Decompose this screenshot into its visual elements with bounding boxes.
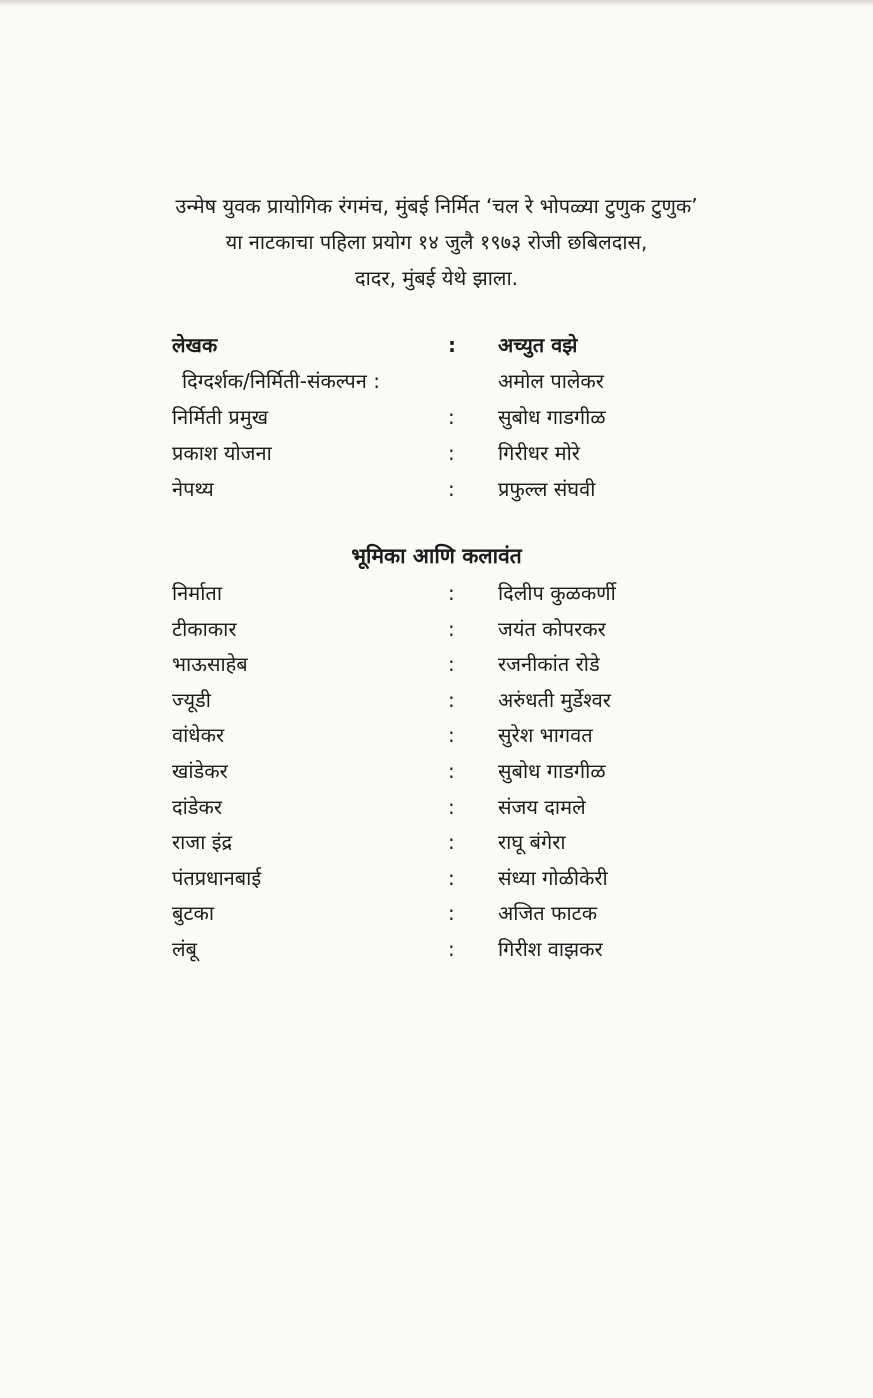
credit-row-set-design (172, 471, 692, 507)
credit-role: लेखक (172, 333, 218, 357)
credit-role: प्रकाश योजना (172, 441, 272, 465)
cast-separator: : (448, 581, 455, 605)
cast-row (172, 683, 692, 719)
credit-role: निर्मिती प्रमुख (172, 405, 269, 429)
cast-separator: : (448, 865, 455, 890)
cast-separator: : (448, 687, 455, 712)
cast-row (172, 754, 692, 790)
cast-actor: अजित फाटक (498, 901, 598, 926)
credit-role: नेपथ्य (172, 477, 214, 501)
credit-name: अच्युत वझे (498, 333, 578, 357)
cast-actor: रजनीकांत रोडे (498, 652, 600, 677)
credit-name: गिरीधर मोरे (498, 441, 580, 465)
production-credits (172, 327, 692, 507)
credit-row-writer (172, 327, 692, 363)
cast-role: राजा इंद्र (172, 830, 233, 855)
cast-row (172, 932, 692, 968)
credit-separator: : (448, 405, 455, 429)
cast-row (172, 825, 692, 861)
credit-name: अमोल पालेकर (498, 369, 604, 393)
cast-actor: दिलीप कुळकर्णी (498, 581, 616, 605)
cast-separator: : (448, 616, 455, 641)
cast-actor: अरुंधती मुर्डेश्वर (498, 687, 611, 712)
cast-row (172, 576, 692, 612)
credit-name: सुबोध गाडगीळ (498, 405, 606, 429)
page-edge (0, 0, 873, 6)
cast-role: वांधेकर (172, 723, 225, 748)
cast-role: भाऊसाहेब (172, 652, 248, 677)
cast-separator: : (448, 794, 455, 819)
cast-role: बुटका (172, 901, 215, 926)
credit-separator: : (448, 477, 455, 501)
intro-line: उन्मेष युवक प्रायोगिक रंगमंच, मुंबई निर्मित ‘चल रे भोपळ्या टुणुक टुणुक’ (175, 194, 698, 218)
cast-role: पंतप्रधानबाई (172, 865, 262, 890)
cast-actor: संजय दामले (498, 794, 586, 819)
credit-separator: : (448, 333, 456, 357)
cast-role: खांडेकर (172, 758, 228, 783)
cast-actor: संध्या गोळीकेरी (498, 865, 608, 890)
credit-role: दिग्दर्शक/निर्मिती-संकल्पन : (182, 369, 380, 393)
cast-role: दांडेकर (172, 794, 223, 819)
cast-row (172, 861, 692, 897)
intro-line: दादर, मुंबई येथे झाला. (354, 266, 518, 290)
cast-separator: : (448, 830, 455, 855)
cast-actor: सुबोध गाडगीळ (498, 758, 606, 783)
cast-row (172, 896, 692, 932)
credit-row-production-head (172, 399, 692, 435)
cast-separator: : (448, 723, 455, 748)
cast-separator: : (448, 936, 455, 961)
cast-separator: : (448, 758, 455, 783)
cast-row (172, 718, 692, 754)
cast-separator: : (448, 901, 455, 926)
cast-separator: : (448, 652, 455, 677)
cast-actor: जयंत कोपरकर (498, 616, 606, 641)
cast-role: टीकाकार (172, 616, 237, 641)
intro-line: या नाटकाचा पहिला प्रयोग १४ जुलै १९७३ रोजी छबिलदास, (225, 230, 648, 254)
cast-role: लंबू (172, 936, 197, 961)
cast-actor: राघू बंगेरा (498, 830, 566, 855)
cast-heading: भूमिका आणि कलावंत (351, 544, 522, 568)
credit-row-lighting (172, 435, 692, 471)
credit-row-director (172, 363, 692, 399)
intro-paragraph (60, 188, 813, 296)
cast-role: निर्माता (172, 581, 222, 605)
cast-row (172, 647, 692, 683)
cast-role: ज्यूडी (172, 687, 211, 712)
cast-actor: सुरेश भागवत (498, 723, 593, 748)
cast-row (172, 790, 692, 826)
cast-list (172, 576, 692, 968)
cast-row (172, 612, 692, 648)
credit-name: प्रफुल्ल संघवी (498, 477, 596, 501)
cast-actor: गिरीश वाझकर (498, 936, 603, 961)
credit-separator: : (448, 441, 455, 465)
